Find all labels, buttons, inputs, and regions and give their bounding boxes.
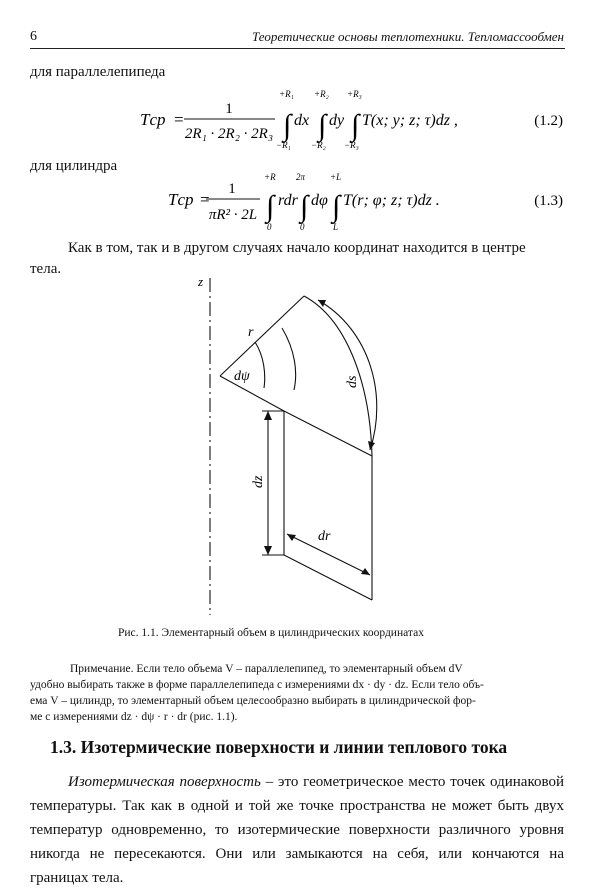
figure-caption: Рис. 1.1. Элементарный объем в цилиндрических координатах <box>118 627 424 639</box>
note-line: ме с измерениями dz · dψ · r · dr (рис. 1.1). <box>30 711 238 723</box>
equation-1-2 <box>0 80 600 152</box>
eq2-number: (1.3) <box>534 193 563 209</box>
eq1-int3-body: T(x; y; z; τ)dz , <box>362 112 458 129</box>
equation-1-3 <box>0 170 600 240</box>
section-heading: 1.3. Изотермические поверхности и линии теплового тока <box>50 737 508 757</box>
outer-arc <box>304 296 372 456</box>
note <box>30 661 570 725</box>
eq2-int3-body: T(r; φ; z; τ)dz . <box>343 192 440 209</box>
eq2-int1-body: rdr <box>278 192 298 209</box>
bottom-radial-edge <box>284 555 372 600</box>
para-center-line2: тела. <box>30 261 62 277</box>
eq2-integral-3: ∫ <box>332 190 341 223</box>
eq2-integral-2: ∫ <box>300 190 309 223</box>
body-text: – это геометрическое место точек одинаковой температуры. Так как в одной и той же точке пространства не может быть двух температур одновременно, то изотермические поверхности различного уровня никогда не пересекаются. Они или замыкаются на себя, или кончаются на границах тела. <box>30 774 564 886</box>
eq2-denominator: πR² · 2L <box>208 207 258 223</box>
intro-parallelepiped: для параллелепипеда <box>30 64 166 80</box>
eq1-denominator: 2R₁ · 2R₂ · 2R₃ <box>184 126 274 142</box>
eq2-int1-lower: 0 <box>267 222 272 232</box>
mid-arc <box>282 328 296 390</box>
eq2-int2-body: dφ <box>311 192 328 209</box>
eq2-int1-upper: +R <box>264 172 276 182</box>
eq2-int3-lower: L <box>333 222 339 232</box>
eq1-number: (1.2) <box>534 113 563 129</box>
eq1-int1-lower: −R₁ <box>276 140 291 150</box>
eq1-integral-3: ∫ <box>351 109 360 142</box>
label-dr: dr <box>318 529 331 544</box>
label-ds: ds <box>345 375 360 388</box>
eq1-numerator: 1 <box>225 101 233 117</box>
eq2-int2-lower: 0 <box>300 222 305 232</box>
eq1-int1-body: dx <box>294 112 310 129</box>
running-title: Теоретические основы теплотехники. Тепломассообмен <box>252 29 564 44</box>
wedge-edge-bottom <box>220 376 284 411</box>
eq1-lhs: Tср <box>140 110 166 129</box>
top-radial-edge <box>284 411 372 456</box>
body-paragraph <box>30 770 564 890</box>
eq2-lhs: Tср <box>168 190 194 209</box>
intro-cylinder: для цилиндра <box>30 158 118 174</box>
eq1-int2-upper: +R₂ <box>314 89 329 99</box>
note-line: ема V – цилиндр, то элементарный объем целесообразно выбирать в цилиндрической фор- <box>30 695 476 707</box>
note-line: Примечание. Если тело объема V – параллелепипед, то элементарный объем dV <box>70 663 463 675</box>
eq1-int2-lower: −R₂ <box>311 140 326 150</box>
dpsi-arc <box>255 342 265 388</box>
eq2-int2-upper: 2π <box>296 172 306 182</box>
page-number: 6 <box>30 29 37 44</box>
eq2-int3-upper: +L <box>330 172 342 182</box>
para-center-line1: Как в том, так и в другом случаях начало координат находится в центре <box>68 240 526 256</box>
eq1-int3-lower: −R₃ <box>344 140 359 150</box>
svg-text:=: = <box>174 110 184 129</box>
ds-arc <box>318 300 377 450</box>
label-z: z <box>198 274 204 289</box>
eq1-integral-1: ∫ <box>283 109 292 142</box>
wedge-edge-top <box>220 296 304 376</box>
header-rule <box>30 48 565 49</box>
label-dz: dz <box>251 475 266 488</box>
eq2-numerator: 1 <box>228 181 236 197</box>
eq1-integral-2: ∫ <box>318 109 327 142</box>
eq1-int2-body: dy <box>329 112 345 129</box>
figure-1-1 <box>0 270 600 620</box>
eq2-integral-1: ∫ <box>266 190 275 223</box>
svg-text:=: = <box>200 190 210 209</box>
eq1-int3-upper: +R₃ <box>347 89 362 99</box>
note-line: удобно выбирать также в форме параллелепипеда с измерениями dx · dy · dz. Если тело объ- <box>30 679 484 691</box>
term-isothermal-surface: Изотермическая поверхность <box>68 774 261 790</box>
label-r: r <box>248 325 254 340</box>
eq1-int1-upper: +R₁ <box>279 89 294 99</box>
label-dpsi: dψ <box>234 369 250 384</box>
